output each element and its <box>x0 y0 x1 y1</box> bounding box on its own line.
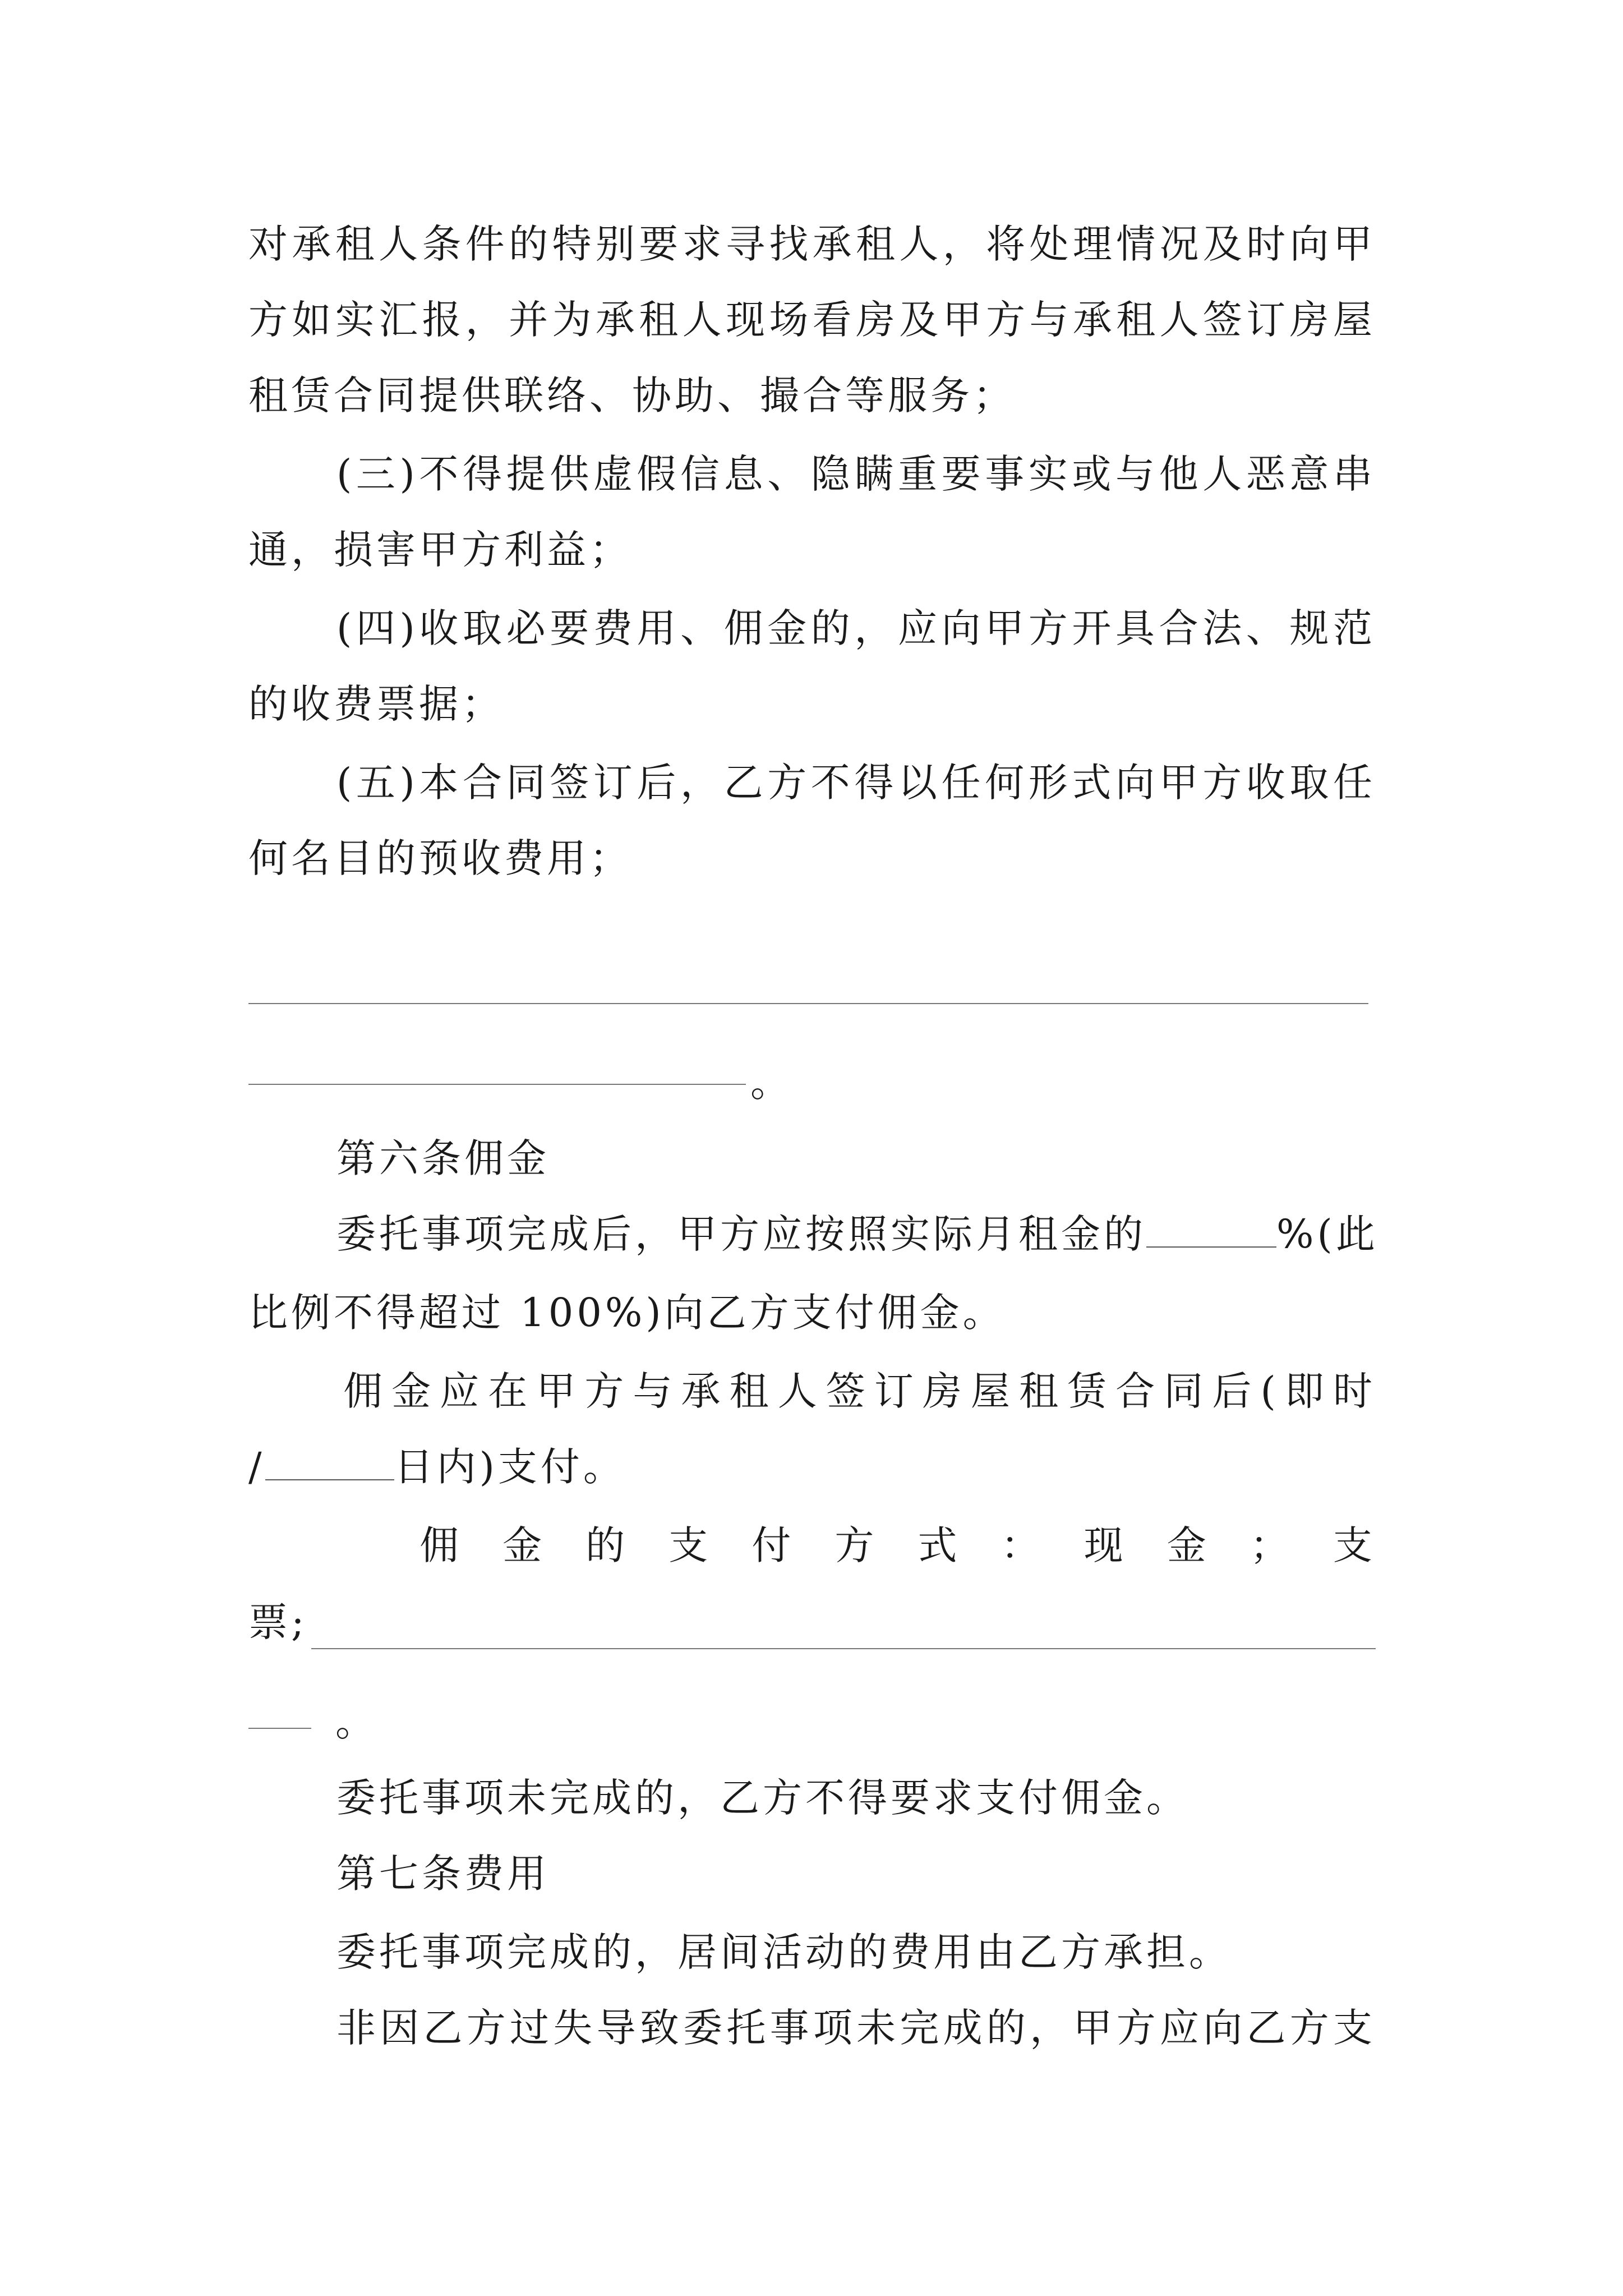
clause-5-line: (五)本合同签订后，乙方不得以任何形式向甲方收取任 <box>336 760 1376 806</box>
days-text: 日内)支付。 <box>394 1444 626 1490</box>
blank-fill-line <box>248 1728 311 1729</box>
article-6-title: 第六条佣金 <box>336 1135 550 1181</box>
payment-method-blank[interactable] <box>311 1648 1376 1649</box>
char: 金 <box>1166 1522 1210 1568</box>
paragraph-line: 非因乙方过失导致委托事项未完成的，甲方应向乙方支 <box>336 2005 1376 2051</box>
char: ； <box>1249 1522 1293 1568</box>
char: 式 <box>917 1522 961 1568</box>
char: ： <box>1000 1522 1044 1568</box>
days-blank[interactable] <box>265 1440 394 1480</box>
article-7-title: 第七条费用 <box>336 1851 550 1897</box>
period-mark: 。 <box>750 1060 793 1106</box>
paragraph-line <box>336 1206 1376 1262</box>
blank-fill-line <box>248 1084 746 1085</box>
paragraph-line: 比例不得超过 100%)向乙方支付佣金。 <box>248 1290 1006 1336</box>
paragraph-line: 对承租人条件的特别要求寻找承租人，将处理情况及时向甲 <box>248 221 1376 267</box>
char: 佣 <box>419 1522 462 1568</box>
period-mark: 。 <box>335 1699 378 1745</box>
paragraph-line: 委托事项完成的，居间活动的费用由乙方承担。 <box>336 1929 1232 1975</box>
commission-text-end: %(此 <box>1276 1211 1378 1257</box>
paragraph-line: 的收费票据； <box>248 681 504 727</box>
char: 方 <box>834 1522 878 1568</box>
slash-text: / <box>248 1444 265 1490</box>
blank-fill-line <box>248 1003 1368 1004</box>
char: 金 <box>502 1522 546 1568</box>
paragraph-line: 佣金应在甲方与承租人签订房屋租赁合同后(即时 <box>343 1368 1376 1414</box>
paragraph-line: 通，损害甲方利益； <box>248 527 632 573</box>
paragraph-line <box>248 1439 1376 1495</box>
char: 支 <box>1332 1522 1376 1568</box>
paragraph-line: 何名目的预收费用； <box>248 835 632 881</box>
commission-rate-blank[interactable] <box>1146 1207 1276 1248</box>
paragraph-line: 租赁合同提供联络、协助、撮合等服务； <box>248 372 1016 418</box>
char: 付 <box>751 1522 795 1568</box>
commission-text: 委托事项完成后，甲方应按照实际月租金的 <box>336 1211 1146 1257</box>
char: 支 <box>668 1522 712 1568</box>
clause-4-line: (四)收取必要费用、佣金的，应向甲方开具合法、规范 <box>336 605 1376 651</box>
clause-3-line: (三)不得提供虚假信息、隐瞒重要事实或与他人恶意串 <box>336 451 1376 497</box>
paragraph-line: 委托事项未完成的，乙方不得要求支付佣金。 <box>336 1775 1189 1821</box>
paragraph-line: 票; <box>248 1599 308 1645</box>
paragraph-line: 方如实汇报，并为承租人现场看房及甲方与承租人签订房屋 <box>248 297 1376 343</box>
payment-method-line <box>419 1517 1376 1573</box>
char: 的 <box>585 1522 629 1568</box>
char: 现 <box>1083 1522 1127 1568</box>
